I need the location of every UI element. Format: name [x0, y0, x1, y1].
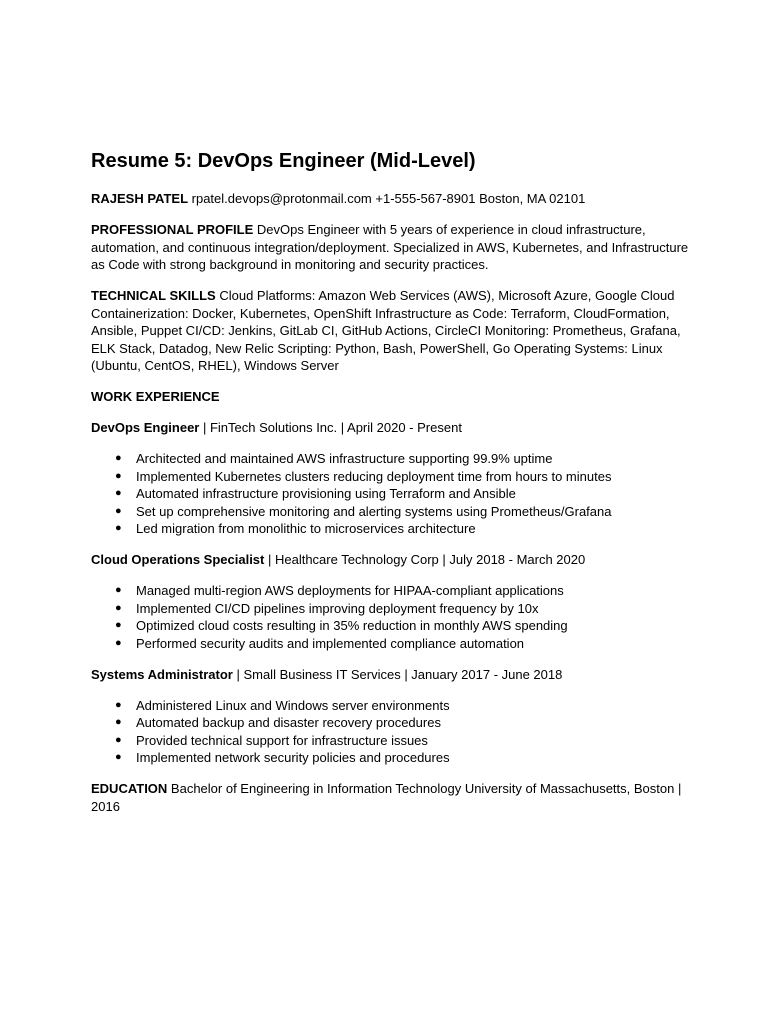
job-meta: | Healthcare Technology Corp | July 2018 - March 2020 — [264, 552, 586, 567]
bullet-text: Led migration from monolithic to microservices architecture — [136, 521, 476, 536]
bullet-text: Optimized cloud costs resulting in 35% reduction in monthly AWS spending — [136, 618, 568, 633]
resume-title: Resume 5: DevOps Engineer (Mid-Level) — [91, 150, 476, 172]
bullet-text: Provided technical support for infrastructure issues — [136, 732, 428, 748]
bullet-item — [91, 600, 691, 618]
bullet-text: Implemented CI/CD pipelines improving deployment frequency by 10x — [136, 600, 539, 616]
skills-section — [91, 287, 691, 375]
bullet-item — [91, 635, 691, 653]
bullet-icon: ● — [115, 601, 122, 614]
bullet-icon: ● — [115, 619, 122, 631]
bullet-icon: ● — [115, 584, 122, 596]
job-title: Systems Administrator — [91, 666, 233, 682]
bullet-icon: ● — [115, 733, 122, 746]
bullet-item — [91, 485, 691, 503]
bullet-icon: ● — [115, 504, 122, 517]
bullet-text: Administered Linux and Windows server environments — [136, 697, 450, 713]
contact-line — [91, 190, 691, 208]
bullet-icon: ● — [115, 452, 122, 464]
bullet-text: Implemented network security policies and procedures — [136, 750, 450, 765]
job-meta: | Small Business IT Services | January 2017 - June 2018 — [232, 666, 563, 682]
contact-details: rpatel.devops@protonmail.com +1-555-567-8901 Boston, MA 02101 — [188, 191, 586, 206]
bullet-icon: ● — [115, 469, 122, 482]
bullet-text: Implemented Kubernetes clusters reducing deployment time from hours to minutes — [136, 468, 612, 484]
bullet-icon: ● — [115, 716, 122, 728]
bullet-item — [91, 732, 691, 750]
profile-heading: PROFESSIONAL PROFILE — [91, 222, 254, 237]
education-text: Bachelor of Engineering in Information Technology University of Massachusetts, Boston | 2016 — [91, 781, 682, 814]
bullet-item — [91, 503, 691, 521]
bullet-icon: ● — [115, 522, 122, 534]
bullet-item — [91, 450, 691, 468]
bullet-text: Automated infrastructure provisioning using Terraform and Ansible — [136, 486, 516, 501]
bullet-text: Automated backup and disaster recovery procedures — [136, 715, 441, 730]
profile-section — [91, 221, 691, 274]
bullet-item — [91, 714, 691, 732]
bullet-text: Architected and maintained AWS infrastructure supporting 99.9% uptime — [136, 451, 553, 466]
job-title: Cloud Operations Specialist — [91, 552, 265, 567]
job-bullets — [91, 697, 691, 767]
bullet-text: Set up comprehensive monitoring and alerting systems using Prometheus/Grafana — [136, 503, 612, 519]
skills-heading: TECHNICAL SKILLS — [91, 288, 216, 303]
bullet-text: Managed multi-region AWS deployments for HIPAA-compliant applications — [136, 583, 564, 598]
bullet-item — [91, 520, 691, 538]
bullet-item — [91, 697, 691, 715]
job-bullets — [91, 450, 691, 538]
bullet-item — [91, 749, 691, 767]
job-title: DevOps Engineer — [91, 420, 200, 435]
education-heading: EDUCATION — [91, 781, 168, 796]
resume-page — [91, 148, 691, 829]
bullet-icon: ● — [115, 751, 122, 763]
bullet-text: Performed security audits and implemented compliance automation — [136, 635, 525, 651]
job-header — [91, 666, 691, 684]
skills-text: Cloud Platforms: Amazon Web Services (AWS), Microsoft Azure, Google Cloud Containerization: Docker, Kubernetes, OpenShift Infrastructure as Code: Terraform, CloudFormation, Ansible, Puppet CI/CD: Jenkins, GitLab CI, GitHub Actions, CircleCI Monitoring: Prometheus, Grafana, ELK Stack, Datadog, New Relic Scripting: Python, Bash, PowerShell, Go Operating Systems: Linux (Ubuntu, CentOS, RHEL), Windows Server — [91, 288, 681, 373]
job-meta: | FinTech Solutions Inc. | April 2020 - Present — [199, 420, 462, 435]
education-section — [91, 780, 691, 815]
bullet-icon: ● — [115, 636, 122, 649]
experience-heading: WORK EXPERIENCE — [91, 389, 220, 404]
bullet-icon: ● — [115, 698, 122, 711]
bullet-icon: ● — [115, 487, 122, 499]
job-header — [91, 419, 691, 437]
candidate-name: RAJESH PATEL — [91, 191, 189, 206]
job-bullets — [91, 582, 691, 652]
bullet-item — [91, 468, 691, 486]
bullet-item — [91, 582, 691, 600]
bullet-item — [91, 617, 691, 635]
job-header — [91, 551, 691, 569]
profile-text: DevOps Engineer with 5 years of experience in cloud infrastructure, automation, and continuous integration/deployment. Specialized in AWS, Kubernetes, and Infrastructure as Code with strong background in monitoring and security practices. — [91, 222, 689, 272]
